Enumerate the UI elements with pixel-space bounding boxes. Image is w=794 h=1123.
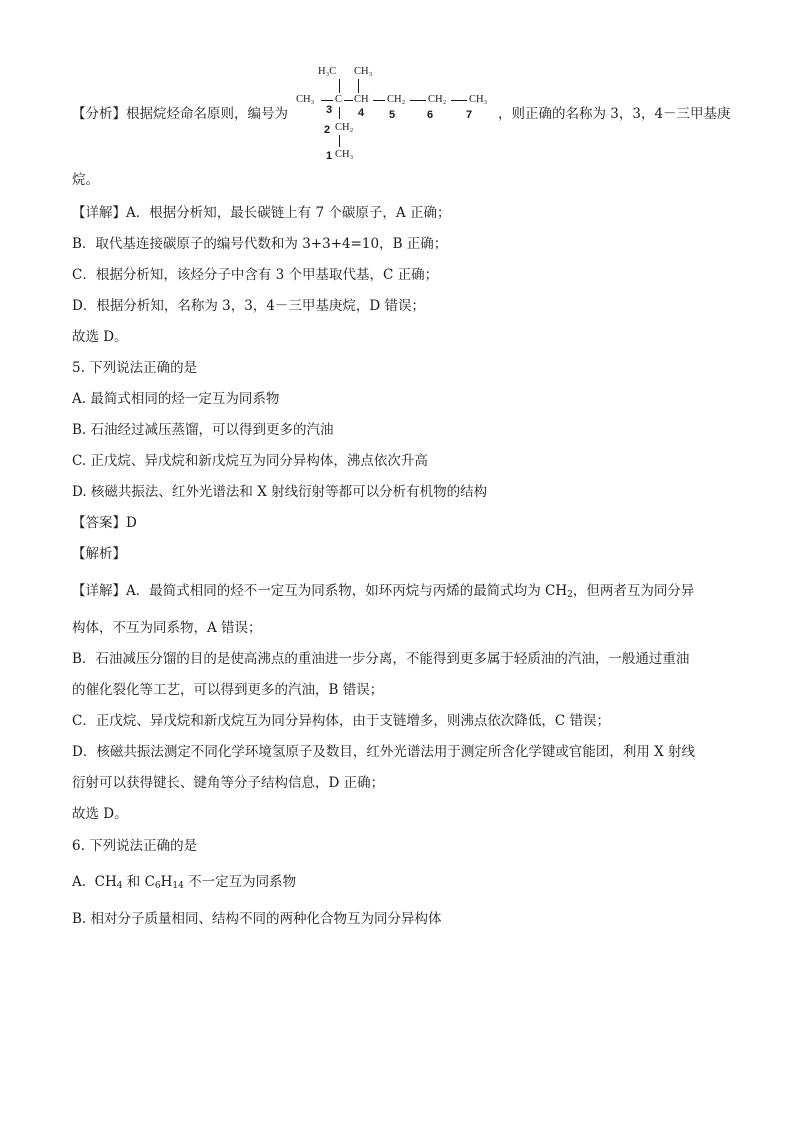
choose-d-5: 故选 D。 — [72, 806, 128, 822]
analysis-prefix: 【分析】根据烷烃命名原则，编号为 — [72, 106, 288, 122]
q5-option-d: D. 核磁共振法、红外光谱法和 X 射线衍射等都可以分析有机物的结构 — [72, 484, 488, 500]
c6-atom: CH₂ — [428, 94, 447, 105]
c4-top-methyl: CH₃ — [354, 66, 373, 77]
number-6: 6 — [427, 109, 434, 121]
q5-detail-a — [72, 582, 694, 600]
bond-c4-up — [358, 79, 359, 93]
q5-detail-d1: D．核磁共振法测定不同化学环境氢原子及数目，红外光谱法用于测定所含化学键或官能团，利用 X 射线 — [72, 744, 696, 760]
bond-left — [321, 100, 333, 101]
number-5: 5 — [389, 109, 396, 121]
q5-detail-a-prefix: 【详解】A．最简式相同的烃不一定互为同系物，如环丙烷与丙烯的最简式均为 CH — [72, 583, 568, 599]
q6-a-c-sub: 6 — [154, 881, 161, 891]
q5-detail-a-cont: 构体，不互为同系物，A 错误； — [72, 620, 262, 636]
c7-atom: CH₃ — [469, 94, 488, 105]
choose-d-4: 故选 D。 — [72, 329, 128, 345]
q5-detail-a-sub: 2 — [567, 590, 573, 600]
bond-c5-c6 — [410, 100, 426, 101]
q5-detail-c: C．正戊烷、异戊烷和新戊烷互为同分异构体，由于支链增多，则沸点依次降低，C 错误； — [72, 713, 610, 729]
q5-option-b: B. 石油经过减压蒸馏，可以得到更多的汽油 — [72, 422, 334, 438]
number-1: 1 — [326, 150, 333, 162]
q6-a-label: A. — [72, 874, 87, 890]
analysis-suffix: ，则正确的名称为 3，3，4－三甲基庚 — [498, 106, 731, 122]
bond-c3-c4 — [344, 100, 353, 101]
detail-b: B．取代基连接碳原子的编号代数和为 3+3+4=10，B 正确； — [72, 236, 448, 252]
q6-a-ch-sub: 4 — [116, 881, 123, 891]
q6-option-a — [72, 873, 296, 891]
number-3: 3 — [326, 104, 333, 116]
q6-a-h-sub: 14 — [172, 881, 184, 891]
q5-detail-a-suffix: ，但两者互为同分异 — [572, 583, 695, 599]
bond-c3-up — [339, 79, 340, 93]
q6-option-b: B. 相对分子质量相同、结构不同的两种化合物互为同分异构体 — [72, 911, 442, 927]
bond-c6-c7 — [451, 100, 467, 101]
c3-atom: C — [335, 94, 343, 105]
analysis-suffix-line — [498, 105, 731, 123]
analysis-cont: 烷。 — [72, 172, 99, 188]
q5-option-a: A. 最简式相同的烃一定互为同系物 — [72, 391, 280, 407]
c3-left-methyl: CH₃ — [296, 94, 315, 105]
c2-atom: CH₂ — [335, 122, 354, 133]
q5-detail-d2: 衍射可以获得键长、键角等分子结构信息，D 正确； — [72, 775, 385, 791]
q5-detail-b2: 的催化裂化等工艺，可以得到更多的汽油，B 错误； — [72, 682, 384, 698]
number-4: 4 — [358, 107, 365, 119]
q6-a-ch: CH — [94, 874, 117, 890]
bond-c2-c1 — [339, 135, 340, 147]
bond-c4-c5 — [373, 100, 385, 101]
c1-atom: CH₃ — [335, 149, 354, 160]
c4-atom: CH — [354, 94, 369, 105]
detail-d: D．根据分析知，名称为 3，3，4－三甲基庚烷，D 错误； — [72, 298, 425, 314]
q5-answer: 【答案】D — [72, 515, 137, 531]
number-2: 2 — [324, 124, 331, 136]
structural-formula — [296, 62, 496, 168]
c5-atom: CH₂ — [387, 94, 406, 105]
bond-c3-down — [339, 107, 340, 119]
question-5-title: 5. 下列说法正确的是 — [72, 360, 198, 376]
q5-analysis-label: 【解析】 — [72, 546, 126, 562]
q6-a-and: 和 C — [122, 874, 155, 890]
q5-option-c: C. 正戊烷、异戊烷和新戊烷互为同分异构体，沸点依次升高 — [72, 453, 428, 469]
analysis-line — [72, 105, 288, 123]
c3-top-methyl: H₃C — [318, 66, 337, 77]
q6-a-suffix: 不一定互为同系物 — [183, 874, 297, 890]
q6-a-h: H — [160, 874, 173, 890]
question-6-title: 6. 下列说法正确的是 — [72, 838, 198, 854]
number-7: 7 — [466, 109, 473, 121]
detail-a: 【详解】A．根据分析知，最长碳链上有 7 个碳原子，A 正确； — [72, 205, 451, 221]
q5-detail-b1: B．石油减压分馏的目的是使高沸点的重油进一步分离，不能得到更多属于轻质油的汽油，一般通过重油 — [72, 651, 690, 667]
detail-c: C．根据分析知，该烃分子中含有 3 个甲基取代基，C 正确； — [72, 267, 439, 283]
